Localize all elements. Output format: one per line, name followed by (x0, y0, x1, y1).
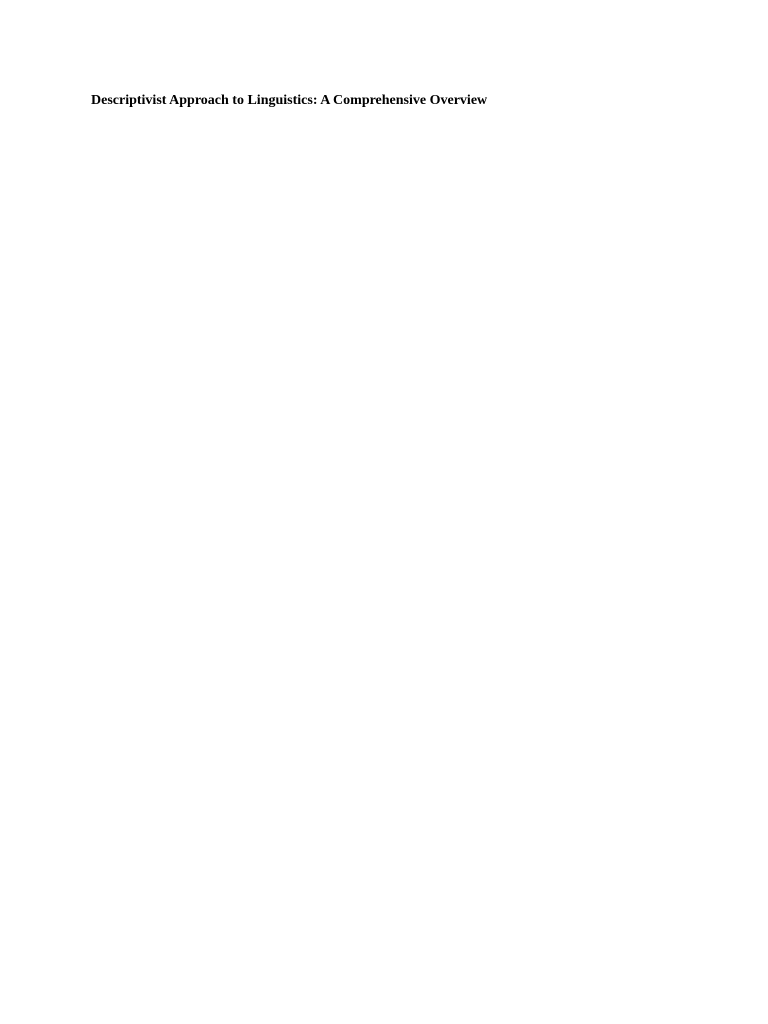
page-title: Descriptivist Approach to Linguistics: A Comprehensive Overview (91, 93, 488, 108)
